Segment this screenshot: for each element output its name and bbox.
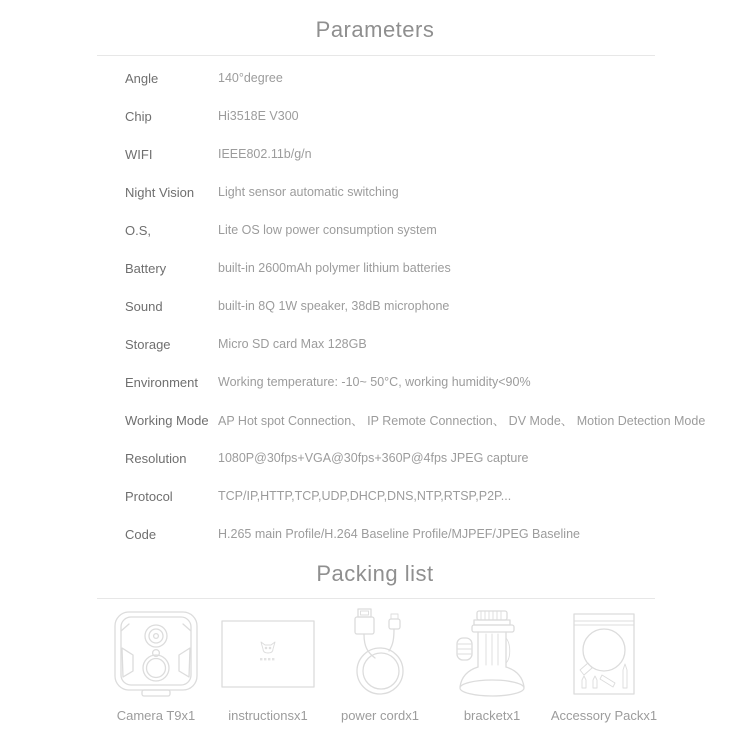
camera-icon <box>112 606 200 702</box>
parameter-label: Sound <box>125 298 163 314</box>
parameter-value: IEEE802.11b/g/n <box>218 147 312 161</box>
packing-list-items <box>100 606 660 723</box>
parameter-row <box>125 97 690 135</box>
parameter-label: WIFI <box>125 146 153 162</box>
parameter-row <box>125 287 690 325</box>
parameter-row <box>125 135 690 173</box>
packing-item-camera <box>100 606 212 723</box>
parameter-value: 140°degree <box>218 71 283 85</box>
parameter-row <box>125 173 690 211</box>
parameter-row <box>125 401 706 439</box>
packing-item-accessory-pack <box>548 606 660 723</box>
parameter-label: Code <box>125 526 157 542</box>
packing-item-label: power cordx1 <box>340 708 420 723</box>
parameter-label: Storage <box>125 336 171 352</box>
parameter-label: O.S, <box>125 222 152 238</box>
parameter-label: Chip <box>125 108 152 124</box>
packing-item-instructions <box>212 606 324 723</box>
packing-list-title: Packing list <box>316 561 434 586</box>
parameter-row <box>125 363 690 401</box>
parameter-row <box>125 249 690 287</box>
packing-item-label: Camera T9x1 <box>116 708 196 723</box>
parameter-value: AP Hot spot Connection、 IP Remote Connection、 DV Mode、 Motion Detection Mode <box>218 414 706 428</box>
parameter-row <box>125 477 690 515</box>
parameter-value: TCP/IP,HTTP,TCP,UDP,DHCP,DNS,NTP,RTSP,P2P... <box>218 489 512 503</box>
parameter-label: Protocol <box>125 488 173 504</box>
packing-item-label: Accessory Packx1 <box>550 708 658 723</box>
parameter-value: built-in 2600mAh polymer lithium batteries <box>218 261 451 275</box>
packing-item-label: instructionsx1 <box>228 708 308 723</box>
bracket-icon <box>453 606 531 702</box>
packing-item-power-cord <box>324 606 436 723</box>
parameter-value: Hi3518E V300 <box>218 109 299 123</box>
packing-list-divider <box>97 598 655 599</box>
parameter-value: H.265 main Profile/H.264 Baseline Profile/MJPEF/JPEG Baseline <box>218 527 580 541</box>
accessory-pack-icon <box>572 606 636 702</box>
parameter-value: Micro SD card Max 128GB <box>218 337 367 351</box>
parameter-value: Working temperature: -10~ 50°C, working humidity<90% <box>218 375 531 389</box>
parameters-title: Parameters <box>315 17 435 42</box>
instructions-icon <box>221 606 315 702</box>
packing-item-bracket <box>436 606 548 723</box>
parameters-table <box>125 59 706 553</box>
parameter-label: Battery <box>125 260 167 276</box>
parameter-row <box>125 211 690 249</box>
parameter-value: 1080P@30fps+VGA@30fps+360P@4fps JPEG capture <box>218 451 529 465</box>
parameter-value: Light sensor automatic switching <box>218 185 399 199</box>
parameter-row <box>125 325 690 363</box>
parameter-row <box>125 59 690 97</box>
parameter-label: Night Vision <box>125 184 195 200</box>
parameters-divider <box>97 55 655 56</box>
parameter-row <box>125 439 690 477</box>
parameter-label: Environment <box>125 374 198 390</box>
power-cord-icon <box>348 606 412 702</box>
parameter-row <box>125 515 690 553</box>
parameter-value: built-in 8Q 1W speaker, 38dB microphone <box>218 299 450 313</box>
packing-item-label: bracketx1 <box>463 708 521 723</box>
parameter-value: Lite OS low power consumption system <box>218 223 437 237</box>
parameter-label: Working Mode <box>125 412 209 428</box>
parameter-label: Angle <box>125 70 159 86</box>
parameter-label: Resolution <box>125 450 187 466</box>
